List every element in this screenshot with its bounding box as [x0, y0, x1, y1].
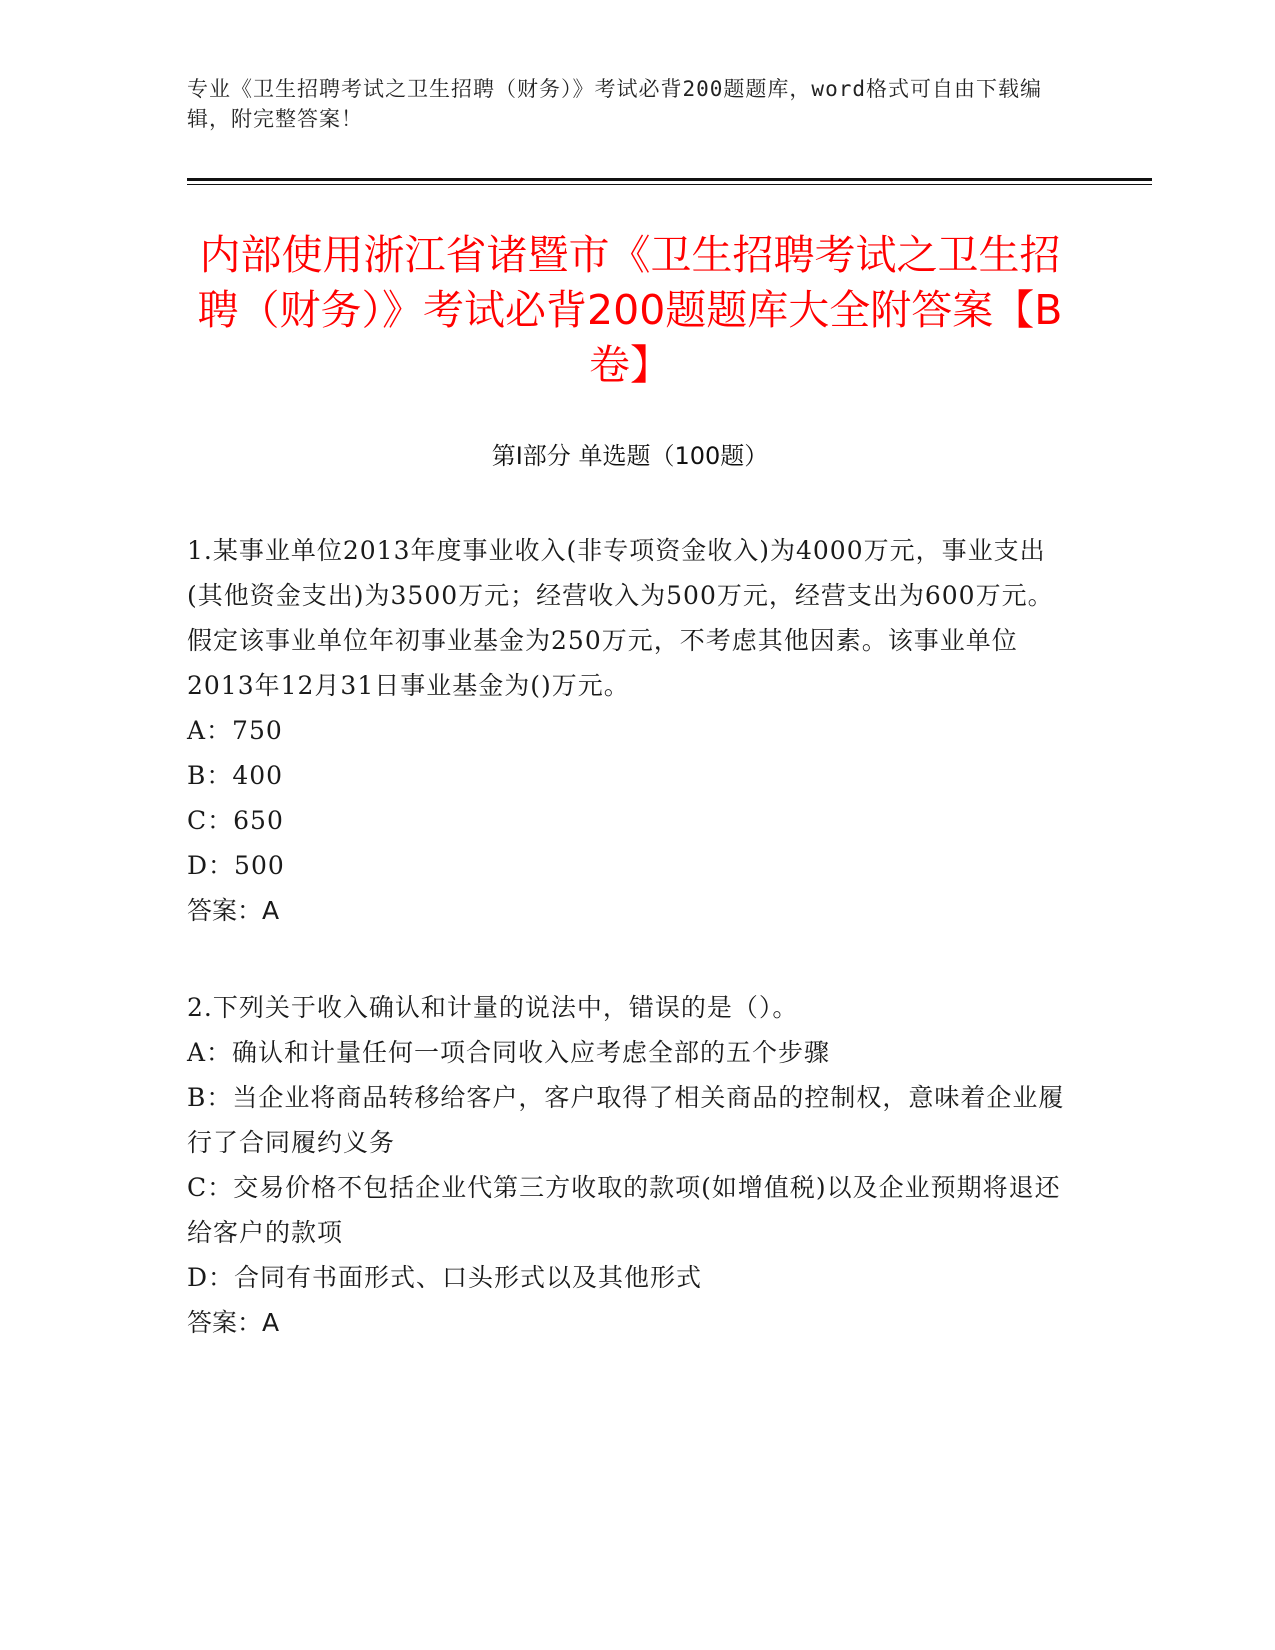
answer-label: 答案：A: [187, 896, 280, 925]
answer-label: 答案：A: [187, 1308, 280, 1337]
option-c: C：650: [187, 806, 284, 835]
option-b: B：当企业将商品转移给客户，客户取得了相关商品的控制权，意味着企业履行了合同履约义务: [187, 1083, 1065, 1157]
question-stem: 2.下列关于收入确认和计量的说法中，错误的是（）。: [187, 993, 799, 1022]
option-d: D：500: [187, 851, 285, 880]
header-note: 专业《卫生招聘考试之卫生招聘（财务）》考试必背200题题库，word格式可自由下载编辑，附完整答案！: [187, 77, 1042, 131]
question-1: [187, 528, 1072, 933]
option-a: A：750: [187, 716, 283, 745]
question-stem: 1.某事业单位2013年度事业收入(非专项资金收入)为4000万元，事业支出(其他资金支出)为3500万元；经营收入为500万元，经营支出为600万元。假定该事业单位年初事业基金为250万元，不考虑其他因素。该事业单位2013年12月31日事业基金为()万元。: [187, 536, 1054, 700]
question-2: [187, 985, 1072, 1345]
option-a: A：确认和计量任何一项合同收入应考虑全部的五个步骤: [187, 1038, 831, 1067]
header-divider-thick: [187, 178, 1152, 181]
section-title: 第Ⅰ部分 单选题（100题）: [491, 442, 769, 470]
option-c: C：交易价格不包括企业代第三方收取的款项(如增值税)以及企业预期将退还给客户的款项: [187, 1173, 1061, 1247]
option-b: B：400: [187, 761, 284, 790]
document-title: 内部使用浙江省诸暨市《卫生招聘考试之卫生招聘（财务）》考试必背200题题库大全附答案【B卷】: [197, 231, 1063, 389]
header-divider-thin: [187, 184, 1152, 185]
option-d: D：合同有书面形式、口头形式以及其他形式: [187, 1263, 703, 1292]
